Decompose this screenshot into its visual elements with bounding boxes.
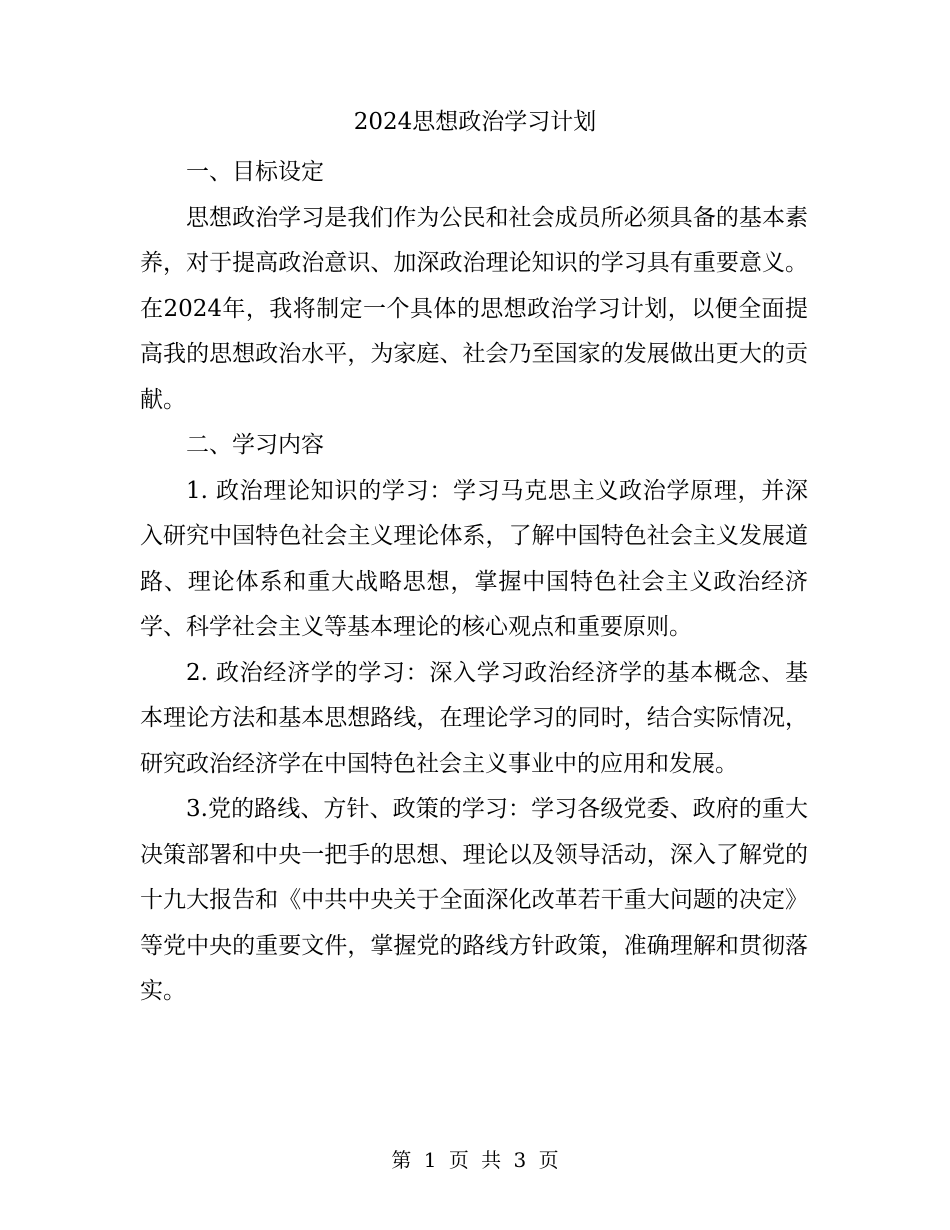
document-body bbox=[140, 150, 808, 1015]
paragraph-item-3: 3.党的路线、方针、政策的学习：学习各级党委、政府的重大决策部署和中央一把手的思想、理论以及领导活动，深入了解党的十九大报告和《中共中央关于全面深化改革若干重大问题的决定》等党中央的重要文件，掌握党的路线方针政策，准确理解和贯彻落实。 bbox=[140, 796, 808, 1004]
document-title: 2024思想政治学习计划 bbox=[353, 109, 597, 135]
section-heading-content: 二、学习内容 bbox=[186, 432, 324, 458]
page-number-footer: 第 1 页 共 3 页 bbox=[391, 1148, 559, 1172]
section-heading-goals: 一、目标设定 bbox=[186, 159, 324, 185]
paragraph-item-1: 1. 政治理论知识的学习：学习马克思主义政治学原理，并深入研究中国特色社会主义理论体系，了解中国特色社会主义发展道路、理论体系和重大战略思想，掌握中国特色社会主义政治经济学、科学社会主义等基本理论的核心观点和重要原则。 bbox=[140, 477, 808, 640]
paragraph-goals: 思想政治学习是我们作为公民和社会成员所必须具备的基本素养，对于提高政治意识、加深政治理论知识的学习具有重要意义。在2024年，我将制定一个具体的思想政治学习计划，以便全面提高我的思想政治水平，为家庭、社会乃至国家的发展做出更大的贡献。 bbox=[140, 204, 808, 413]
paragraph-item-2: 2. 政治经济学的学习：深入学习政治经济学的基本概念、基本理论方法和基本思想路线，在理论学习的同时，结合实际情况，研究政治经济学在中国特色社会主义事业中的应用和发展。 bbox=[140, 659, 808, 777]
